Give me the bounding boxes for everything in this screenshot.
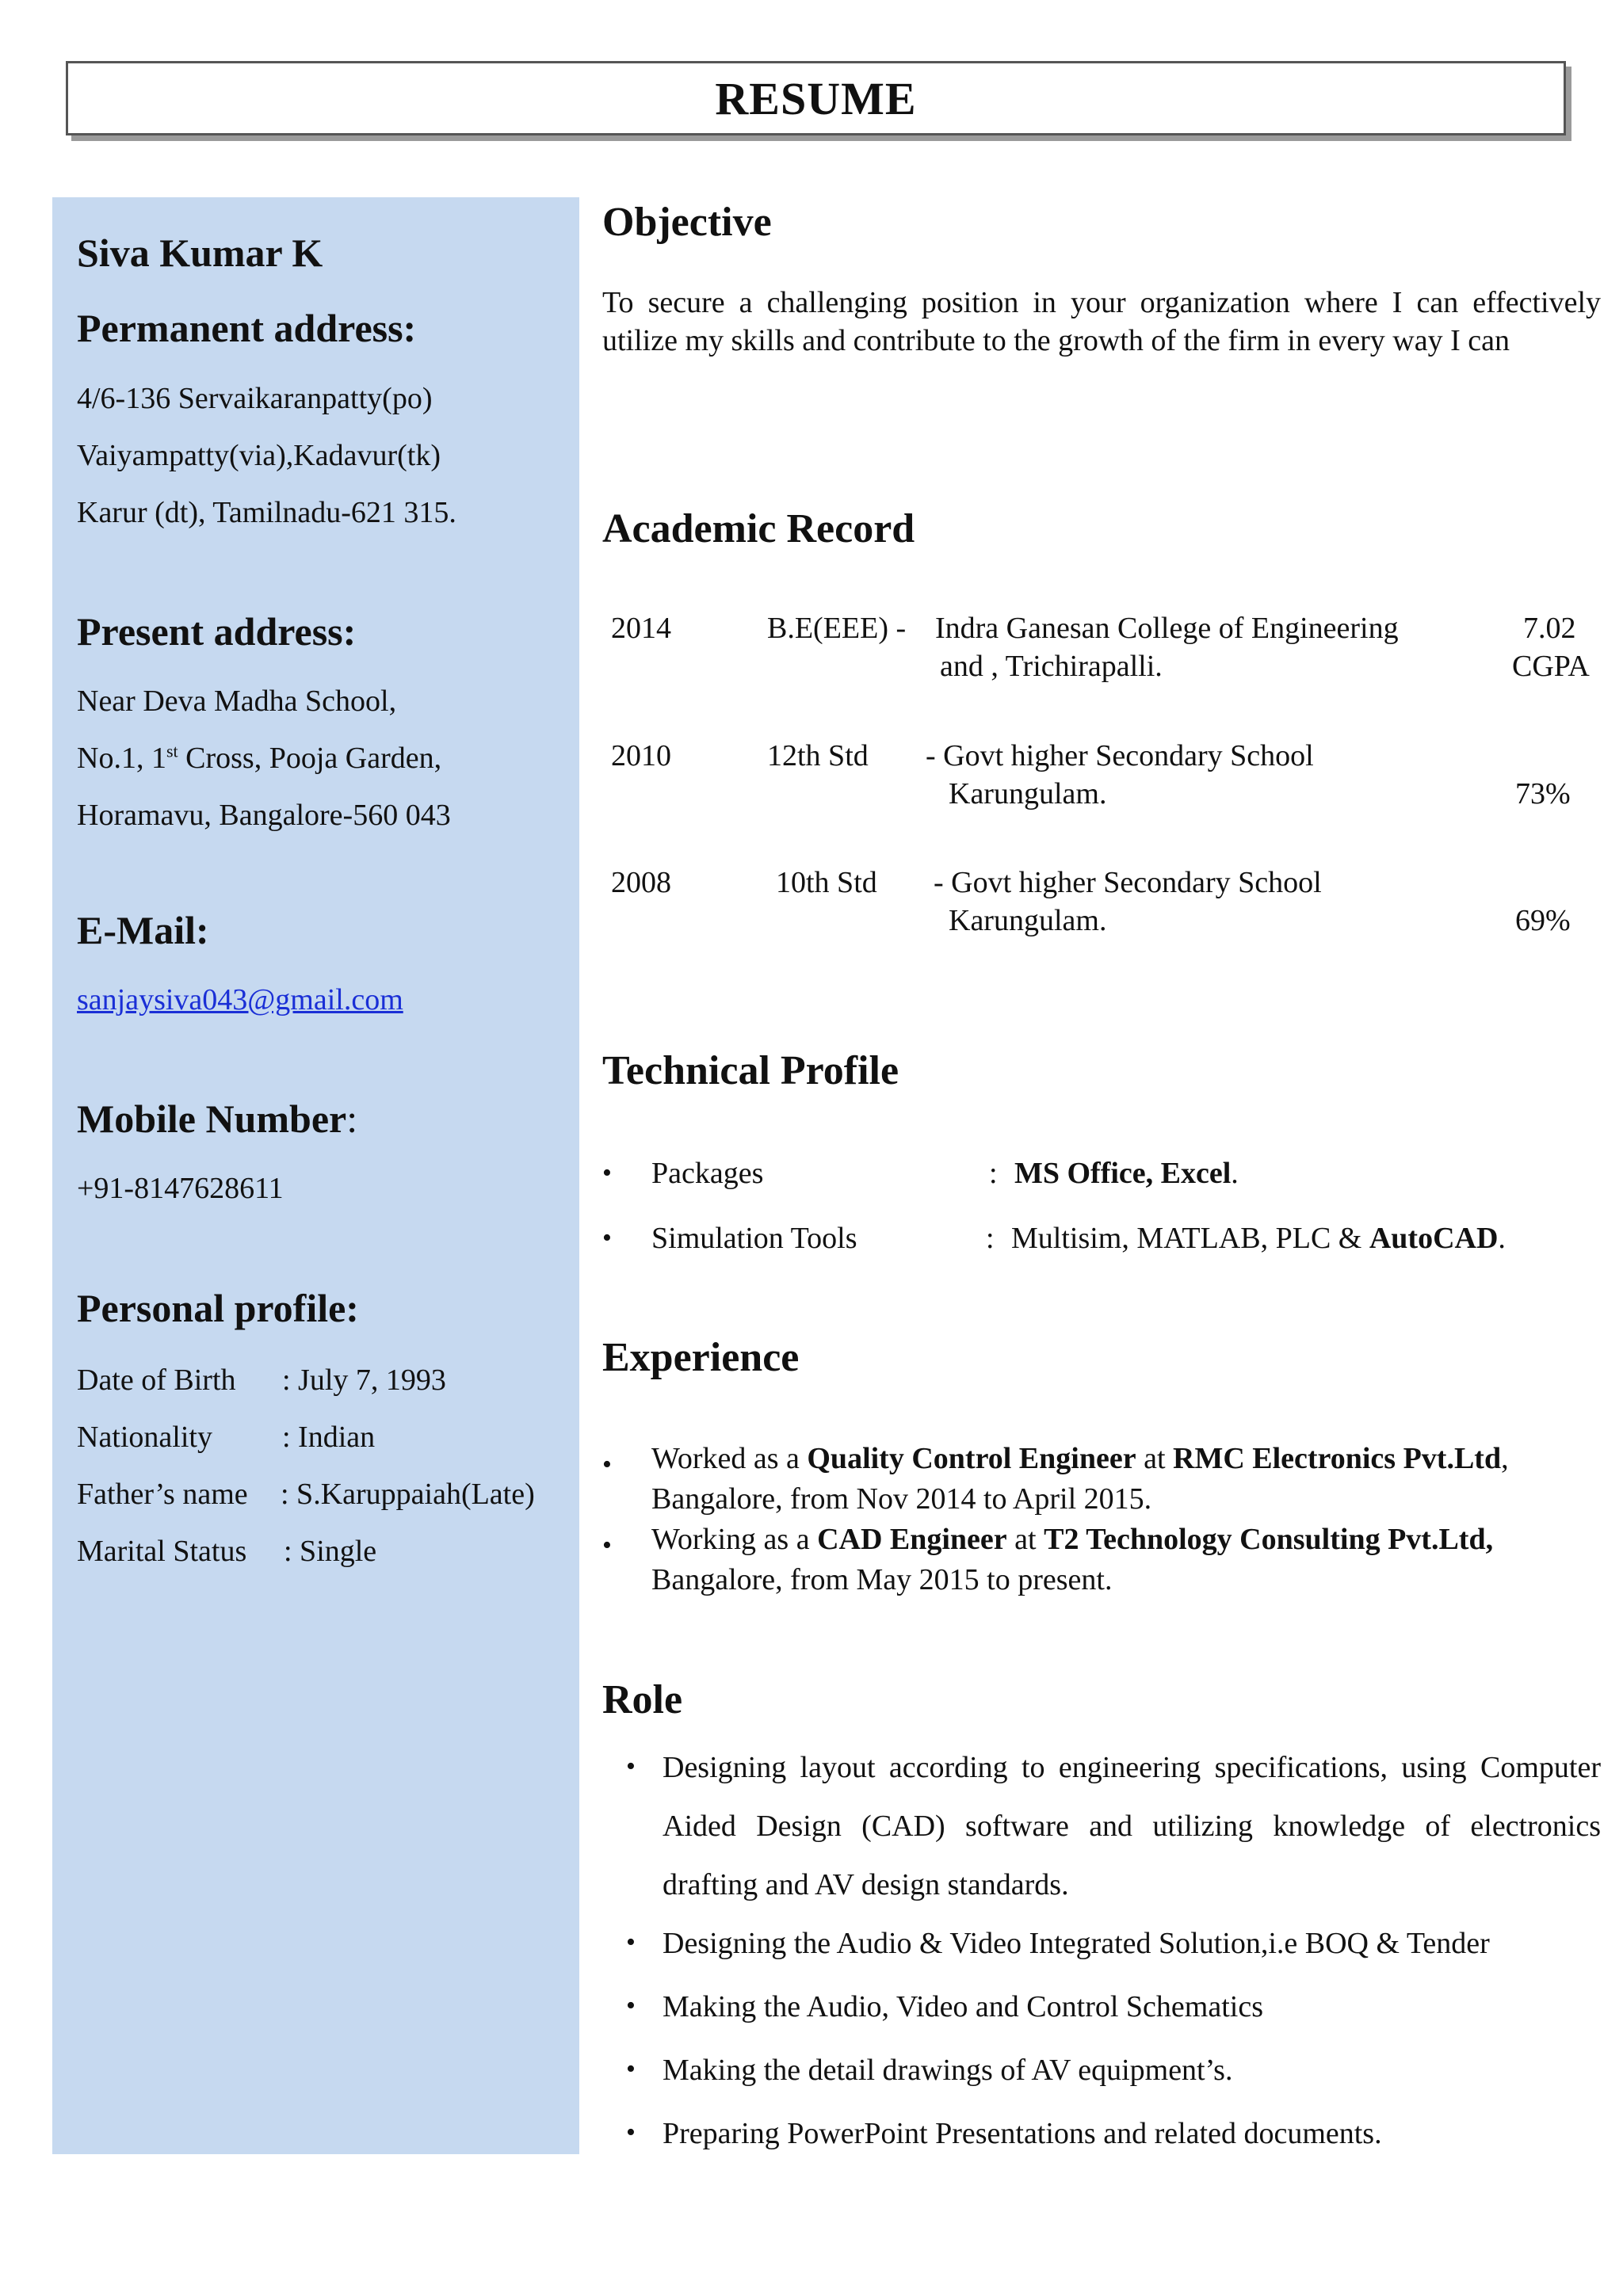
academic-institution: and , Trichirapalli. [940, 650, 1163, 683]
academic-score: CGPA [1512, 650, 1590, 683]
academic-score: 7.02 [1523, 612, 1576, 645]
bullet-icon: • [626, 2118, 636, 2147]
personal-value: : Single [284, 1535, 377, 1568]
email-link[interactable]: sanjaysiva043@gmail.com [77, 983, 403, 1016]
bullet-icon: • [602, 1531, 612, 1560]
role-item: Designing the Audio & Video Integrated Solution,i.e BOQ & Tender [663, 1927, 1490, 1960]
personal-profile-heading: Personal profile: [77, 1286, 359, 1330]
personal-label: Father’s name [77, 1478, 248, 1511]
experience-item [651, 1439, 1602, 1520]
permanent-address-line: Karur (dt), Tamilnadu-621 315. [77, 496, 456, 529]
technical-value-bold: MS Office, Excel [1014, 1157, 1232, 1190]
experience-text: at [1136, 1442, 1174, 1475]
present-address-heading: Present address: [77, 609, 357, 654]
present-address-part: No.1, 1 [77, 742, 166, 775]
academic-year: 2010 [611, 739, 671, 772]
experience-company: T2 Technology Consulting Pvt.Ltd, [1044, 1523, 1494, 1556]
objective-text: To secure a challenging position in your organization where I can effectively utilize my skills and contribute to the growth of the firm in every way I can [602, 286, 1601, 357]
bullet-icon: • [602, 1223, 612, 1253]
personal-value: : July 7, 1993 [282, 1363, 446, 1397]
permanent-address-line: Vaiyampatty(via),Kadavur(tk) [77, 439, 441, 472]
technical-colon: : [986, 1222, 995, 1255]
technical-value [1014, 1156, 1239, 1191]
permanent-address-line: 4/6-136 Servaikaranpatty(po) [77, 382, 433, 415]
role-item: Preparing PowerPoint Presentations and related documents. [663, 2117, 1382, 2150]
experience-text: Worked as a [651, 1442, 808, 1475]
academic-institution: Indra Ganesan College of Engineering [935, 612, 1399, 645]
academic-year: 2014 [611, 612, 671, 645]
academic-course: 12th Std [767, 739, 869, 772]
academic-heading: Academic Record [602, 506, 915, 551]
academic-score: 73% [1515, 777, 1571, 810]
academic-year: 2008 [611, 866, 671, 899]
bullet-icon: • [602, 1450, 612, 1479]
role-item: Designing layout according to engineering specifications, using Computer Aided Design (CAD) software and utilizing knowledge of electronics drafting and AV design standards. [663, 1751, 1601, 1901]
mobile-heading-text: Mobile Number [77, 1097, 347, 1141]
permanent-address-heading: Permanent address: [77, 306, 417, 350]
technical-value [1011, 1221, 1506, 1256]
personal-value: : S.Karuppaiah(Late) [281, 1478, 535, 1511]
role-item: Making the Audio, Video and Control Schematics [663, 1990, 1263, 2023]
technical-heading: Technical Profile [602, 1048, 899, 1093]
academic-course: B.E(EEE) - [767, 612, 907, 645]
technical-label: Packages [651, 1157, 764, 1190]
personal-label: Date of Birth [77, 1363, 236, 1397]
technical-value-tail: . [1231, 1157, 1239, 1190]
bullet-icon: • [626, 1991, 636, 2020]
personal-label: Nationality [77, 1421, 212, 1454]
personal-label: Marital Status [77, 1535, 247, 1568]
technical-value-plain: Multisim, MATLAB, PLC & [1011, 1222, 1369, 1255]
technical-label: Simulation Tools [651, 1222, 857, 1255]
present-address-part: Cross, Pooja Garden, [178, 742, 442, 775]
experience-text: , Bangalore, from Nov 2014 to April 2015. [651, 1442, 1509, 1516]
experience-text: at [1006, 1523, 1044, 1556]
resume-title-box [66, 61, 1566, 135]
role-item: Making the detail drawings of AV equipment’s. [663, 2054, 1233, 2087]
personal-value: : Indian [282, 1421, 376, 1454]
experience-heading: Experience [602, 1335, 800, 1380]
experience-text: Working as a [651, 1523, 818, 1556]
present-address-line [77, 741, 441, 776]
academic-course: 10th Std [776, 866, 877, 899]
experience-company: RMC Electronics Pvt.Ltd [1173, 1442, 1502, 1475]
mobile-heading [77, 1096, 357, 1142]
academic-score: 69% [1515, 904, 1571, 937]
experience-position: Quality Control Engineer [807, 1442, 1136, 1475]
technical-value-bold: AutoCAD [1369, 1222, 1499, 1255]
bullet-icon: • [626, 1752, 636, 1781]
academic-institution: - Govt higher Secondary School [934, 866, 1322, 899]
bullet-icon: • [626, 1928, 636, 1957]
technical-value-tail: . [1498, 1222, 1506, 1255]
academic-institution: Karungulam. [949, 904, 1107, 937]
experience-position: CAD Engineer [817, 1523, 1007, 1556]
experience-item [651, 1520, 1602, 1600]
academic-institution: Karungulam. [949, 777, 1107, 810]
objective-heading: Objective [602, 200, 772, 245]
bullet-icon: • [602, 1158, 612, 1188]
experience-text: Bangalore, from May 2015 to present. [651, 1563, 1113, 1596]
present-address-line: Horamavu, Bangalore-560 043 [77, 799, 451, 832]
mobile-number: +91-8147628611 [77, 1172, 284, 1205]
mobile-heading-colon: : [346, 1097, 358, 1141]
bullet-icon: • [626, 2054, 636, 2084]
candidate-name: Siva Kumar K [77, 231, 323, 275]
resume-title: RESUME [715, 72, 917, 124]
role-heading: Role [602, 1677, 683, 1722]
present-address-line: Near Deva Madha School, [77, 685, 397, 718]
academic-institution: - Govt higher Secondary School [926, 739, 1314, 772]
email-heading: E-Mail: [77, 908, 209, 952]
ordinal-superscript: st [166, 741, 178, 761]
technical-colon: : [989, 1157, 998, 1190]
